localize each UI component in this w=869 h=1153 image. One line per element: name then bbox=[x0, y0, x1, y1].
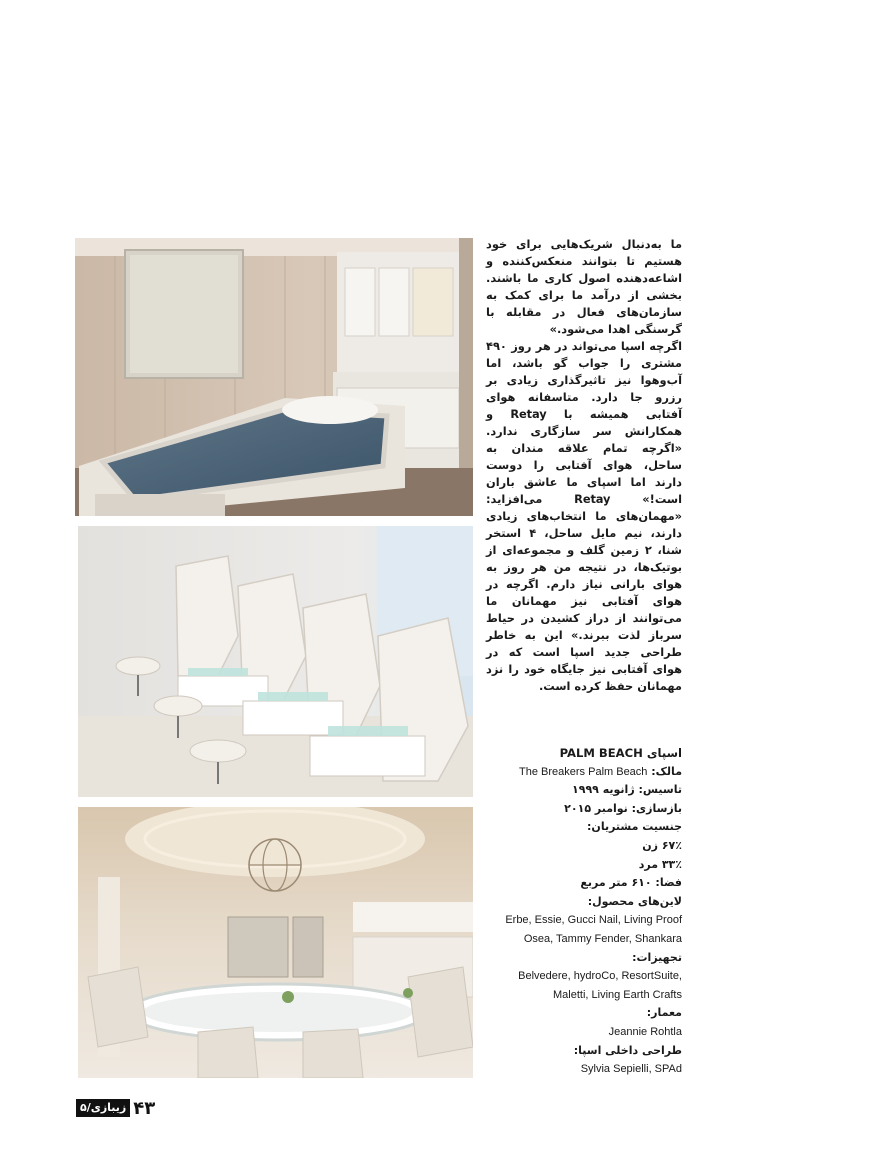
spa-facts bbox=[486, 744, 682, 1079]
interior-design-value: Sylvia Sepielli, SPAd bbox=[580, 1063, 682, 1076]
equipment-line-2: Maletti, Living Earth Crafts bbox=[553, 988, 682, 1001]
article-paragraph-1: ما به‌دنبال شریک‌هایی برای خود هستیم تا بتوانند منعکس‌کننده و اشاعه‌دهنده اصول کاری ما باشند. بخشی از درآمد ما برای کمک به سازمان‌های فعال در مقابله با گرسنگی اهدا می‌شود.» bbox=[486, 237, 682, 336]
equipment-line-1: Belvedere, hydroCo, ResortSuite, bbox=[518, 970, 682, 983]
equipment-label: تجهیزات: bbox=[632, 950, 682, 964]
architect-value: Jeannie Rohtla bbox=[608, 1025, 682, 1038]
owner-label: مالک: bbox=[651, 764, 682, 778]
men-share: ۳۳٪ مرد bbox=[638, 857, 682, 871]
page-number: ۴۳ bbox=[133, 1097, 156, 1119]
product-lines-label: لاین‌های محصول: bbox=[587, 894, 682, 908]
product-lines-line-1: Erbe, Essie, Gucci Nail, Living Proof bbox=[505, 914, 682, 927]
renovated-row: بازسازی: نوامبر ۲۰۱۵ bbox=[564, 801, 682, 815]
page-footer bbox=[76, 1097, 155, 1119]
photo-pedicure-chairs bbox=[78, 526, 473, 797]
article-paragraph-2: اگرچه اسپا می‌تواند در هر روز ۴۹۰ مشتری را جواب گو باشد، اما آب‌وهوا نیز تاثیرگذاری زیادی بر رزرو جا دارد. متاسفانه هوای آفتابی همیشه با Retay و همکارانش سر سازگاری ندارد. «اگرچه تمام علاقه مندان به ساحل، هوای آفتابی را دوست دارند اما اسپای ما عاشق باران است!» Retay می‌افزاید: «مهمان‌های ما انتخاب‌های زیادی دارند، نیم مایل ساحل، ۴ استخر شنا، ۲ زمین گلف و مجموعه‌ای از بوتیک‌ها، در نتیجه من هر روز به هوای بارانی نیاز دارم. اگرچه در هوای آفتابی نیز مهمانان ما می‌توانند از دراز کشیدن در حیاط سرباز لذت ببرند.» این به خاطر طراحی جدید اسپا است که در هوای آفتابی نیز جایگاه خود را نزد مهمانان حفظ کرده است. bbox=[486, 339, 683, 693]
photo-lounge-round-table bbox=[78, 807, 473, 1078]
gender-label: جنسیت مشتریان: bbox=[587, 820, 682, 834]
spa-facts-title: اسپای PALM BEACH bbox=[559, 746, 682, 760]
space-row: فضا: ۶۱۰ متر مربع bbox=[580, 876, 682, 890]
magazine-issue: زیبازی/۵ bbox=[76, 1099, 130, 1117]
photo-treatment-room bbox=[75, 238, 473, 516]
owner-value: The Breakers Palm Beach bbox=[519, 765, 648, 778]
interior-design-label: طراحی داخلی اسپا: bbox=[573, 1043, 682, 1057]
product-lines-line-2: Osea, Tammy Fender, Shankara bbox=[523, 932, 682, 945]
owner-row bbox=[486, 763, 682, 782]
founded-row: تاسیس: ژانویه ۱۹۹۹ bbox=[572, 783, 682, 797]
article-body bbox=[486, 236, 682, 695]
architect-label: معمار: bbox=[646, 1006, 682, 1020]
women-share: ۶۷٪ زن bbox=[642, 838, 682, 852]
